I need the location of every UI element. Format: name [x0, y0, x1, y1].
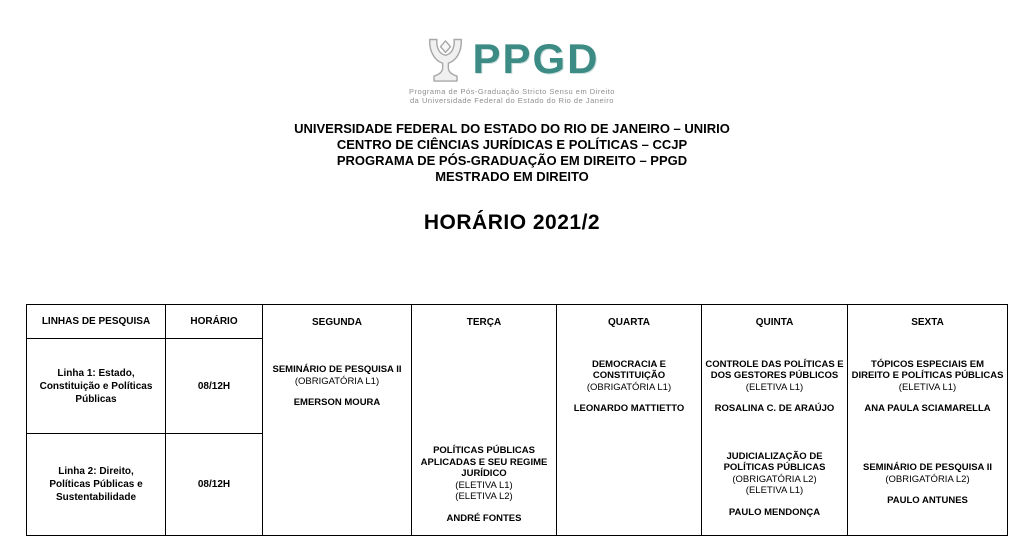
- course-title: JUDICIALIZAÇÃO DE POLÍTICAS PÚBLICAS: [723, 450, 826, 474]
- page-title: HORÁRIO 2021/2: [423, 211, 601, 234]
- column-header-quarta: QUARTA: [557, 305, 702, 339]
- professor-name: PAULO MENDONÇA: [728, 506, 821, 518]
- institution-heading: [0, 121, 1024, 185]
- row1-terca-empty-cell: [412, 339, 557, 434]
- course-title: DEMOCRACIA E CONSTITUIÇÃO: [591, 358, 667, 381]
- column-header-horario: HORÁRIO: [166, 305, 263, 339]
- course-title: TÓPICOS ESPECIAIS EM DIREITO E POLÍTICAS PÚBLICAS: [851, 358, 1004, 381]
- row1-sexta-course-cell: [848, 339, 1007, 434]
- institution-line-university: UNIVERSIDADE FEDERAL DO ESTADO DO RIO DE JANEIRO – UNIRIO: [294, 121, 730, 136]
- course-type-note: (ELETIVA L1): [745, 381, 804, 393]
- ppgd-logo: [0, 36, 1024, 105]
- row1-segunda-course-cell: [263, 339, 412, 434]
- logo-tagline: [409, 87, 615, 105]
- course-type-note: (OBRIGATÓRIA L1): [586, 381, 672, 393]
- column-header-linhas: LINHAS DE PESQUISA: [27, 305, 166, 339]
- professor-name: ANDRÉ FONTES: [446, 512, 522, 524]
- schedule-table: [26, 304, 1008, 536]
- column-header-segunda: SEGUNDA: [263, 305, 412, 339]
- course-title: SEMINÁRIO DE PESQUISA II: [272, 364, 402, 376]
- institution-line-center: CENTRO DE CIÊNCIAS JURÍDICAS E POLÍTICAS – CCJP: [336, 137, 688, 152]
- course-type-note: (OBRIGATÓRIA L1): [294, 375, 380, 387]
- course-title: CONTROLE DAS POLÍTICAS E DOS GESTORES PÚBLICOS: [705, 358, 844, 381]
- institution-line-degree: MESTRADO EM DIREITO: [435, 169, 589, 184]
- professor-name: ANA PAULA SCIAMARELLA: [864, 403, 991, 414]
- row2-terca-course-cell: [412, 434, 557, 535]
- course-type-note: (ELETIVA L1): [898, 381, 957, 393]
- course-type-note: (ELETIVA L2): [455, 491, 513, 502]
- professor-name: ROSALINA C. DE ARAÚJO: [714, 403, 835, 414]
- logo-tagline-line1: Programa de Pós-Graduação Stricto Sensu em Direito: [409, 87, 615, 96]
- professor-name: PAULO ANTUNES: [887, 495, 968, 507]
- course-type-note: (ELETIVA L1): [455, 479, 513, 491]
- column-header-sexta: SEXTA: [911, 316, 944, 328]
- professor-name: LEONARDO MATTIETTO: [573, 403, 685, 414]
- column-header-quinta: QUINTA: [702, 305, 848, 339]
- row1-quinta-course-cell: [702, 339, 848, 434]
- row2-quinta-course-cell: [702, 434, 848, 535]
- institution-line-program: PROGRAMA DE PÓS-GRADUAÇÃO EM DIREITO – PPGD: [336, 153, 688, 168]
- research-line-1-label: Linha 1: Estado, Constituição e Políticas Públicas: [27, 339, 166, 434]
- row2-segunda-empty-cell: [263, 434, 412, 535]
- course-type-note: (OBRIGATÓRIA L2): [885, 473, 970, 485]
- logo-acronym: PPGD: [472, 35, 600, 82]
- row2-time-slot: 08/12H: [166, 434, 263, 535]
- row2-quarta-empty-cell: [557, 434, 702, 535]
- row1-quarta-course-cell: [557, 339, 702, 434]
- row2-sexta-course-cell: [848, 434, 1007, 535]
- unirio-chalice-icon: [424, 36, 467, 86]
- logo-tagline-line2: da Universidade Federal do Estado do Rio de Janeiro: [410, 96, 614, 105]
- course-type-note: (ELETIVA L1): [745, 485, 804, 497]
- research-line-2-label: Linha 2: Direito, Políticas Públicas e Sustentabilidade: [27, 434, 166, 535]
- course-title: POLÍTICAS PÚBLICAS APLICADAS E SEU REGIME JURÍDICO: [420, 445, 548, 479]
- course-title: SEMINÁRIO DE PESQUISA II: [863, 462, 992, 474]
- professor-name: EMERSON MOURA: [293, 397, 381, 409]
- column-header-terca: TERÇA: [412, 305, 557, 339]
- row1-time-slot: 08/12H: [166, 339, 263, 434]
- course-type-note: (OBRIGATÓRIA L2): [732, 473, 817, 485]
- logo-row: [424, 36, 599, 86]
